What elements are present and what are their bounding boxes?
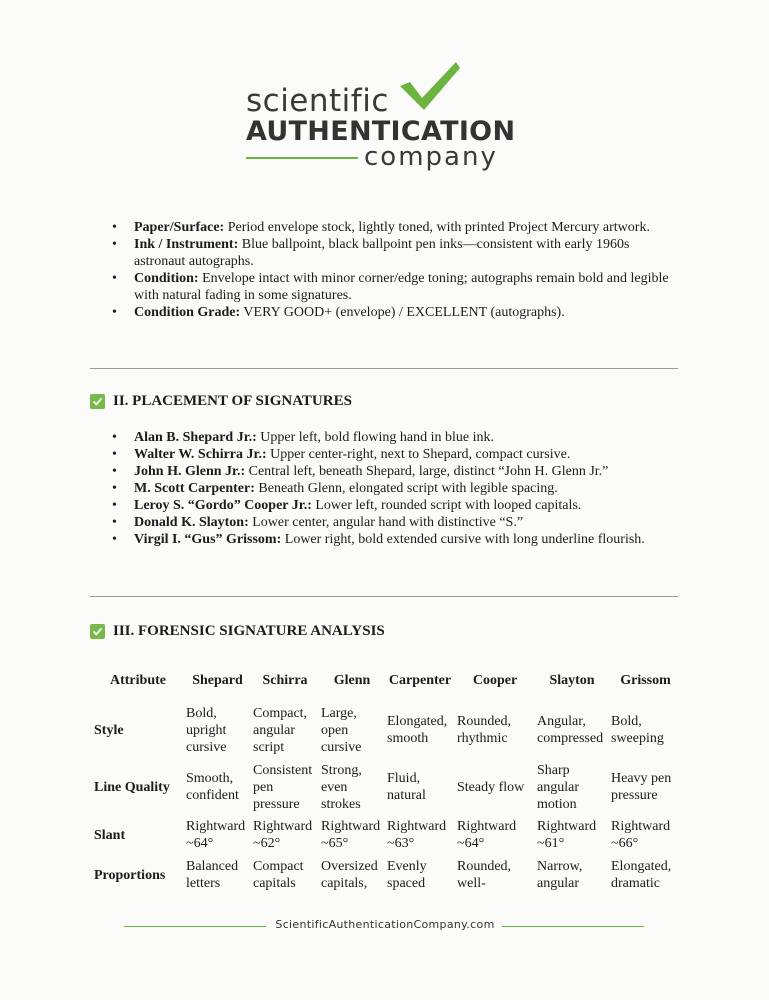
table-cell: Rightward ~65° bbox=[321, 819, 381, 851]
footer-rule-left bbox=[124, 926, 266, 927]
section-heading-placement bbox=[90, 393, 352, 410]
list-item: • M. Scott Carpenter: Beneath Glenn, elongated script with legible spacing. bbox=[134, 480, 654, 497]
table-cell: Elongated, dramatic bbox=[611, 859, 672, 891]
table-cell: Compact, angular script bbox=[253, 705, 308, 755]
footer-website-link[interactable]: ScientificAuthenticationCompany.com bbox=[275, 918, 495, 931]
table-cell: Strong, even strokes bbox=[321, 762, 362, 812]
table-cell: Compact capitals bbox=[253, 859, 304, 891]
table-cell: Angular, compressed bbox=[537, 714, 604, 746]
table-cell: Bold, upright cursive bbox=[186, 705, 227, 755]
table-cell: Bold, sweeping bbox=[611, 714, 664, 746]
checkbox-icon bbox=[90, 394, 105, 409]
list-item: • Leroy S. “Gordo” Cooper Jr.: Lower left, rounded script with looped capitals. bbox=[134, 497, 654, 514]
table-cell: Rightward ~64° bbox=[186, 819, 246, 851]
column-header: Attribute bbox=[110, 672, 166, 688]
list-item: • Virgil I. “Gus” Grissom: Lower right, bold extended cursive with long underline flourish. bbox=[134, 531, 654, 548]
row-header: Slant bbox=[94, 827, 126, 843]
table-row bbox=[92, 758, 682, 816]
table-row bbox=[92, 702, 682, 758]
column-header: Shepard bbox=[192, 672, 243, 688]
table-cell: Evenly spaced bbox=[387, 859, 427, 891]
column-header: Grissom bbox=[620, 672, 671, 688]
list-item: • Donald K. Slayton: Lower center, angular hand with distinctive “S.” bbox=[134, 514, 654, 531]
list-item: • Condition Grade: VERY GOOD+ (envelope) / EXCELLENT (autographs). bbox=[134, 304, 679, 321]
table-cell: Rightward ~63° bbox=[387, 819, 447, 851]
checkmark-icon bbox=[398, 60, 462, 112]
section-divider bbox=[90, 596, 678, 597]
section-title: III. FORENSIC SIGNATURE ANALYSIS bbox=[113, 623, 385, 639]
list-item: • Walter W. Schirra Jr.: Upper center-right, next to Shepard, compact cursive. bbox=[134, 446, 654, 463]
logo-word-scientific: scientific bbox=[246, 83, 389, 119]
list-item: • Alan B. Shepard Jr.: Upper left, bold flowing hand in blue ink. bbox=[134, 429, 654, 446]
row-header: Style bbox=[94, 722, 124, 738]
table-cell: Rightward ~66° bbox=[611, 819, 671, 851]
table-cell: Sharp angular motion bbox=[537, 762, 579, 812]
table-cell: Narrow, angular bbox=[537, 859, 583, 891]
list-item: • John H. Glenn Jr.: Central left, beneath Shepard, large, distinct “John H. Glenn Jr.” bbox=[134, 463, 654, 480]
logo-rule bbox=[246, 157, 358, 159]
column-header: Carpenter bbox=[388, 672, 452, 688]
table-cell: Heavy pen pressure bbox=[611, 771, 672, 803]
table-row bbox=[92, 854, 682, 896]
table-cell: Balanced letters bbox=[186, 859, 239, 891]
section-heading-analysis bbox=[90, 623, 385, 640]
signature-analysis-table bbox=[92, 658, 682, 896]
footer-rule-right bbox=[502, 926, 644, 927]
table-cell: Rounded, well- bbox=[457, 859, 512, 891]
column-header: Slayton bbox=[549, 672, 595, 688]
table-cell: Rightward ~64° bbox=[457, 819, 517, 851]
table-cell: Rounded, rhythmic bbox=[457, 714, 512, 746]
placement-list bbox=[134, 429, 654, 548]
column-header: Glenn bbox=[333, 672, 371, 688]
table-cell: Elongated, smooth bbox=[387, 714, 448, 746]
page-footer bbox=[0, 918, 769, 934]
table-cell: Smooth, confident bbox=[186, 771, 239, 803]
table-cell: Large, open cursive bbox=[321, 705, 362, 755]
company-logo bbox=[246, 60, 526, 175]
section-title: II. PLACEMENT OF SIGNATURES bbox=[113, 393, 352, 409]
materials-list bbox=[134, 219, 679, 321]
table-cell: Steady flow bbox=[457, 779, 525, 795]
table-cell: Oversized capitals, bbox=[321, 859, 378, 891]
table-cell: Rightward ~61° bbox=[537, 819, 597, 851]
list-item: • Condition: Envelope intact with minor corner/edge toning; autographs remain bold and legible with natural fading in some signatures. bbox=[134, 270, 679, 304]
list-item: • Ink / Instrument: Blue ballpoint, black ballpoint pen inks—consistent with early 1960s astronaut autographs. bbox=[134, 236, 679, 270]
table-cell: Consistent pen pressure bbox=[253, 762, 313, 812]
column-header: Cooper bbox=[472, 672, 518, 688]
list-item: • Paper/Surface: Period envelope stock, lightly toned, with printed Project Mercury artwork. bbox=[134, 219, 679, 236]
row-header: Line Quality bbox=[94, 779, 170, 795]
checkbox-icon bbox=[90, 624, 105, 639]
row-header: Proportions bbox=[94, 867, 166, 883]
table-header-row bbox=[92, 658, 682, 702]
column-header: Schirra bbox=[262, 672, 308, 688]
logo-word-authentication: AUTHENTICATION bbox=[246, 116, 516, 147]
section-divider bbox=[90, 368, 678, 369]
logo-word-company: company bbox=[364, 142, 498, 172]
table-cell: Rightward ~62° bbox=[253, 819, 313, 851]
table-cell: Fluid, natural bbox=[387, 771, 426, 803]
table-row bbox=[92, 816, 682, 854]
